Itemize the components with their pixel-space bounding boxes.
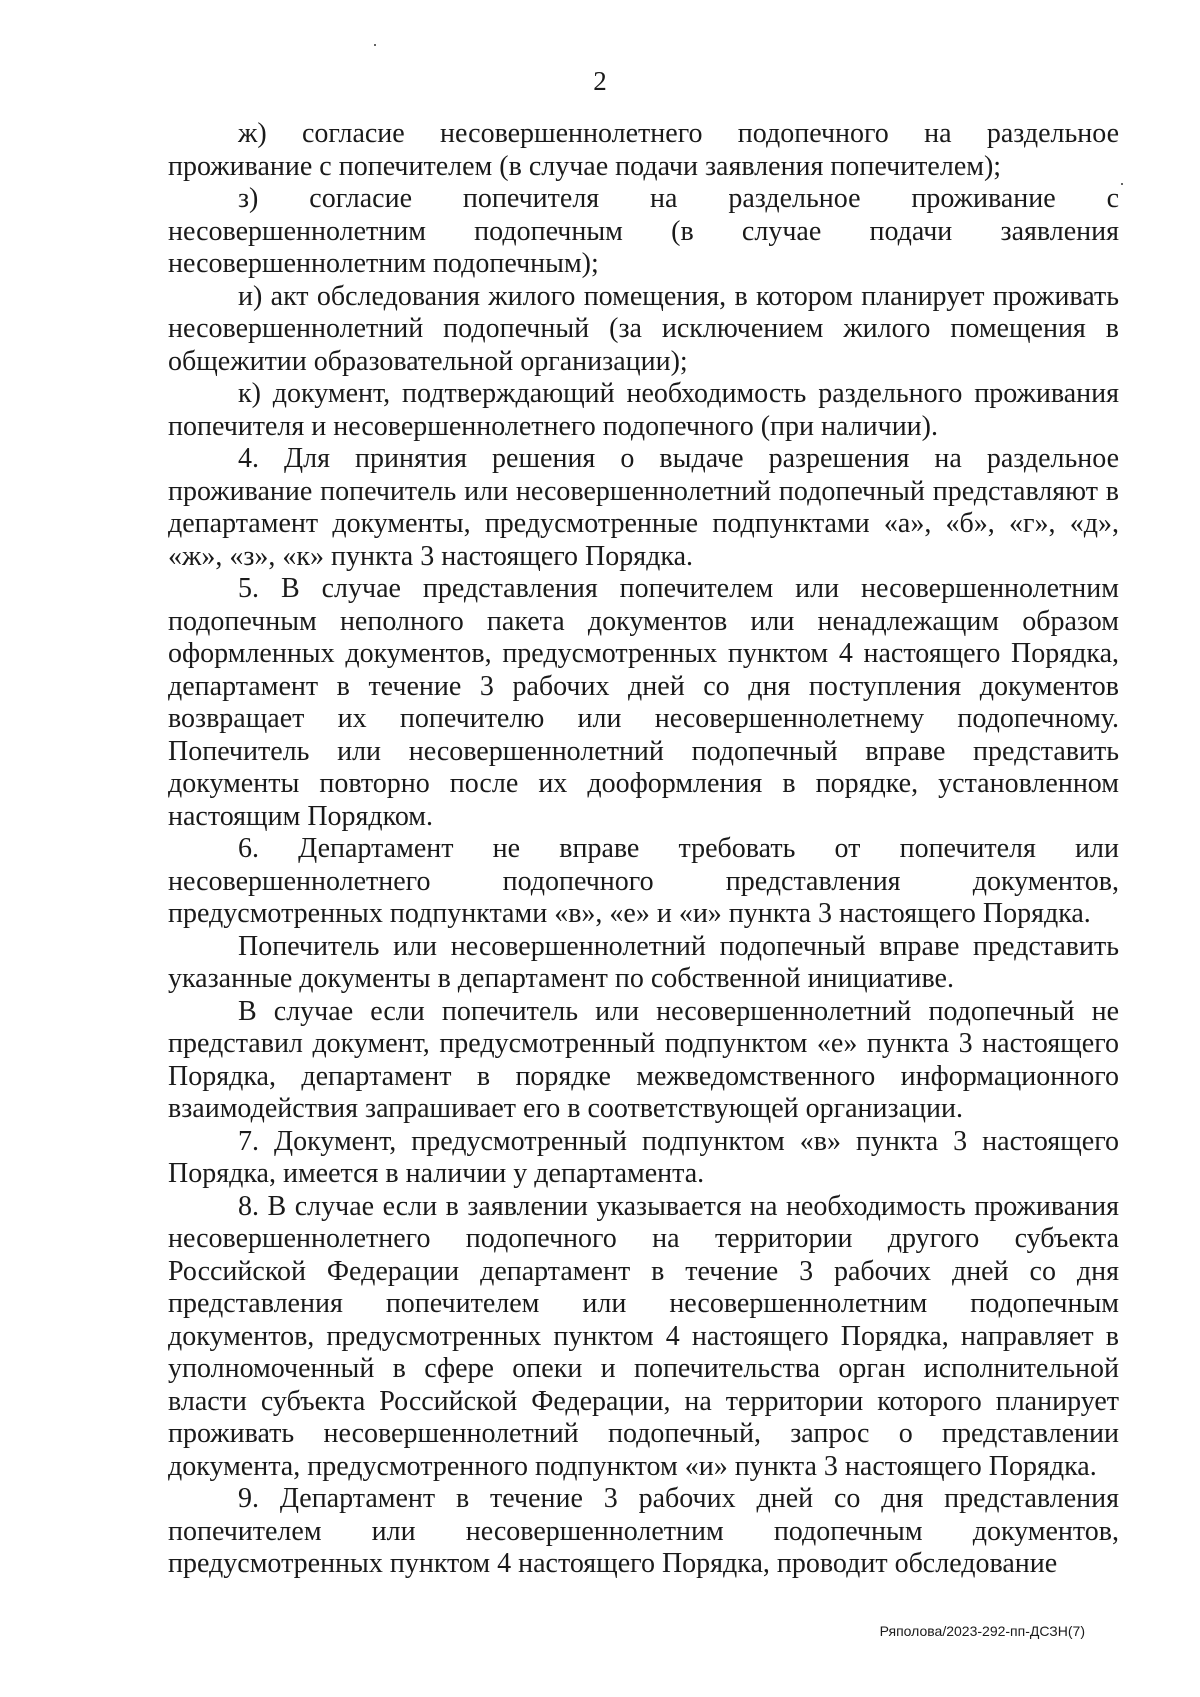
paragraph-item-4: 4. Для принятия решения о выдаче разрешения на раздельное проживание попечитель или несовершеннолетний подопечный представляют в департамент документы, предусмотренные подпунктами «а», «б», «г», «д», «ж», «з», «к» пункта 3 настоящего Порядка. (168, 443, 1119, 572)
scan-speck (374, 44, 376, 46)
page-number: 2 (593, 66, 607, 96)
paragraph-item-7: 7. Документ, предусмотренный подпунктом «в» пункта 3 настоящего Порядка, имеется в наличии у департамента. (168, 1125, 1119, 1189)
document-body (168, 118, 1119, 1581)
document-registration-code: Ряполова/2023-292-пп-ДСЗН(7) (879, 1623, 1085, 1639)
paragraph-item-6-cont-2: В случае если попечитель или несовершеннолетний подопечный не представил документ, предусмотренный подпунктом «е» пункта 3 настоящего Порядка, департамент в порядке межведомственного информационного взаимодействия запрашивает его в соответствующей организации. (168, 995, 1119, 1124)
paragraph-subitem-z: з) согласие попечителя на раздельное проживание с несовершеннолетним подопечным (в случае подачи заявления несовершеннолетним подопечным); (168, 183, 1119, 279)
paragraph-subitem-k: к) документ, подтверждающий необходимость раздельного проживания попечителя и несовершеннолетнего подопечного (при наличии). (168, 378, 1119, 442)
paragraph-subitem-i: и) акт обследования жилого помещения, в котором планирует проживать несовершеннолетний подопечный (за исключением жилого помещения в общежитии образовательной организации); (168, 280, 1119, 377)
paragraph-item-5: 5. В случае представления попечителем или несовершеннолетним подопечным неполного пакета документов или ненадлежащим образом оформленных документов, предусмотренных пунктом 4 настоящего Порядка, департамент в течение 3 рабочих дней со дня поступления документов возвращает их попечителю или несовершеннолетнему подопечному. Попечитель или несовершеннолетний подопечный вправе представить документы повторно после их дооформления в порядке, установленном настоящим Порядком. (168, 573, 1119, 832)
paragraph-item-9: 9. Департамент в течение 3 рабочих дней со дня представления попечителем или несовершеннолетним подопечным документов, предусмотренных пунктом 4 настоящего Порядка, проводит обследование (168, 1483, 1119, 1579)
paragraph-subitem-zh: ж) согласие несовершеннолетнего подопечного на раздельное проживание с попечителем (в случае подачи заявления попечителем); (168, 118, 1119, 182)
paragraph-item-6: 6. Департамент не вправе требовать от попечителя или несовершеннолетнего подопечного представления документов, предусмотренных подпунктами «в», «е» и «и» пункта 3 настоящего Порядка. (168, 833, 1119, 929)
paragraph-item-8: 8. В случае если в заявлении указывается на необходимость проживания несовершеннолетнего подопечного на территории другого субъекта Российской Федерации департамент в течение 3 рабочих дней со дня представления попечителем или несовершеннолетним подопечным документов, предусмотренных пунктом 4 настоящего Порядка, направляет в уполномоченный в сфере опеки и попечительства орган исполнительной власти субъекта Российской Федерации, на территории которого планирует проживать несовершеннолетний подопечный, запрос о представлении документа, предусмотренного подпунктом «и» пункта 3 настоящего Порядка. (168, 1190, 1119, 1482)
scan-speck (1121, 183, 1123, 185)
paragraph-item-6-cont-1: Попечитель или несовершеннолетний подопечный вправе представить указанные документы в департамент по собственной инициативе. (168, 930, 1119, 994)
